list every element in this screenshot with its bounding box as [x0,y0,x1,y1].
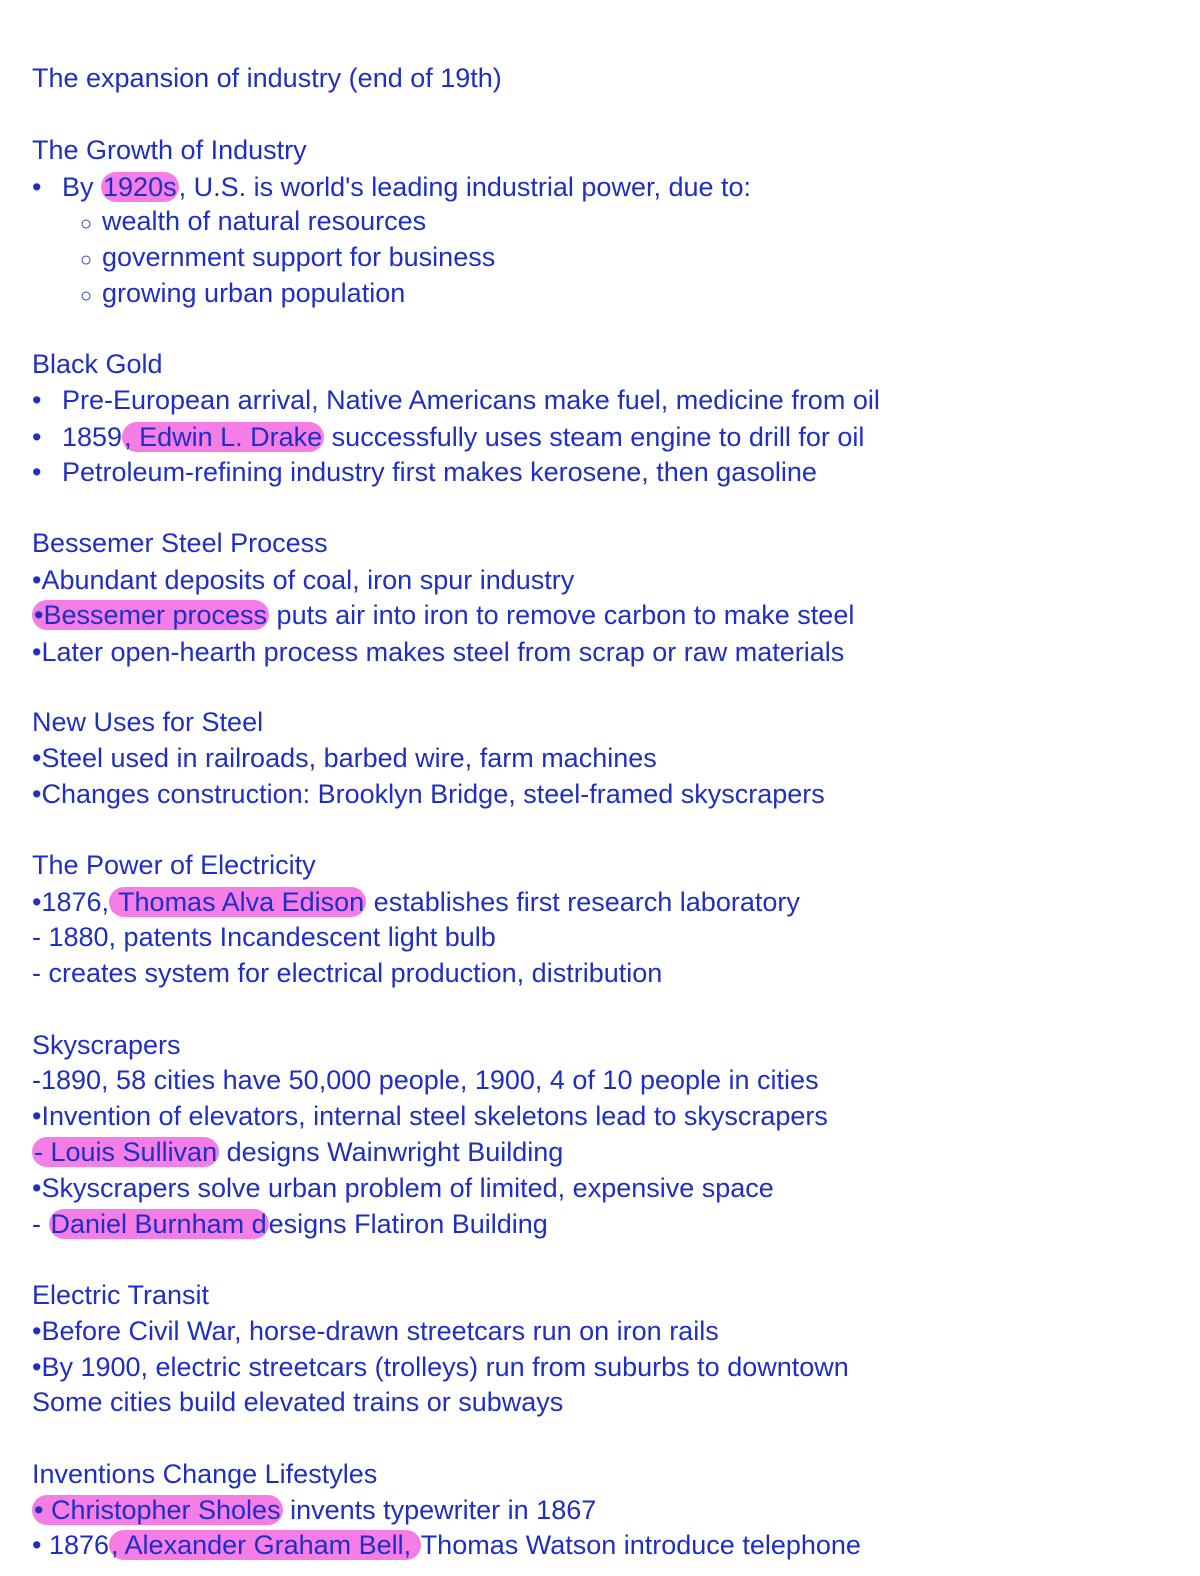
circle-bullet-icon: ○ [80,213,93,235]
bullet-item: - Louis Sullivan designs Wainwright Building [34,1137,564,1167]
bullet-item: •Later open-hearth process makes steel from scrap or raw materials [32,637,845,667]
highlight: , Alexander Graham Bell, [111,1530,419,1560]
bullet-item: • Petroleum-refining industry first makes kerosene, then gasoline [32,454,817,490]
bullet-item: Some cities build elevated trains or subways [32,1387,564,1417]
section-heading-transit: Electric Transit [32,1280,210,1310]
sub-bullet-item: ○ wealth of natural resources [80,203,426,239]
highlight: • Christopher Sholes [34,1495,281,1525]
bullet-dot: • [32,172,42,202]
section-heading-sky: Skyscrapers [32,1030,181,1060]
highlight: , Edwin L. Drake [124,422,323,452]
section-heading-inventions: Inventions Change Lifestyles [32,1459,378,1489]
bullet-item: •Bessemer process puts air into iron to remove carbon to make steel [34,600,855,630]
bullet-item: •By 1900, electric streetcars (trolleys) run from suburbs to downtown [32,1352,849,1382]
bullet-item: • 1876, Alexander Graham Bell, Thomas Watson introduce telephone [32,1530,861,1560]
highlight: •Bessemer process [34,600,268,630]
section-heading-steel: Bessemer Steel Process [32,528,328,558]
bullet-item: •Invention of elevators, internal steel skeletons lead to skyscrapers [32,1101,828,1131]
bullet-item: •Steel used in railroads, barbed wire, farm machines [32,743,657,773]
highlight: - Louis Sullivan [34,1137,218,1167]
bullet-dot: • [32,422,42,452]
circle-bullet-icon: ○ [80,249,93,271]
bullet-item: •Before Civil War, horse-drawn streetcars run on iron rails [32,1316,719,1346]
bullet-dot: • [32,457,42,487]
section-heading-electric: The Power of Electricity [32,850,316,880]
bullet-item: - Daniel Burnham designs Flatiron Building [32,1209,548,1239]
bullet-item: - 1880, patents Incandescent light bulb [32,922,496,952]
section-heading-uses: New Uses for Steel [32,707,264,737]
highlight: Thomas Alva Edison [111,887,365,917]
bullet-item: -1890, 58 cities have 50,000 people, 1900, 4 of 10 people in cities [32,1065,819,1095]
bullet-item: •1876, Thomas Alva Edison establishes first research laboratory [32,887,800,917]
bullet-item: • Pre-European arrival, Native Americans make fuel, medicine from oil [32,382,880,418]
bullet-item: • 1859, Edwin L. Drake successfully uses steam engine to drill for oil [32,419,864,455]
bullet-item: •Changes construction: Brooklyn Bridge, steel-framed skyscrapers [32,779,825,809]
page-title: The expansion of industry (end of 19th) [32,63,502,93]
bullet-item: • Christopher Sholes invents typewriter in 1867 [34,1495,597,1525]
bullet-dot: • [32,385,42,415]
bullet-item: - creates system for electrical production, distribution [32,958,663,988]
bullet-item: • By 1920s, U.S. is world's leading industrial power, due to: [32,169,751,205]
highlight: Daniel Burnham d [50,1209,267,1239]
sub-bullet-item: ○ growing urban population [80,275,405,311]
bullet-item: •Abundant deposits of coal, iron spur industry [32,565,575,595]
section-heading-growth: The Growth of Industry [32,135,307,165]
sub-bullet-item: ○ government support for business [80,239,495,275]
bullet-item: •Skyscrapers solve urban problem of limited, expensive space [32,1173,774,1203]
circle-bullet-icon: ○ [80,285,93,307]
section-heading-oil: Black Gold [32,349,163,379]
highlight: 1920s [103,172,177,202]
